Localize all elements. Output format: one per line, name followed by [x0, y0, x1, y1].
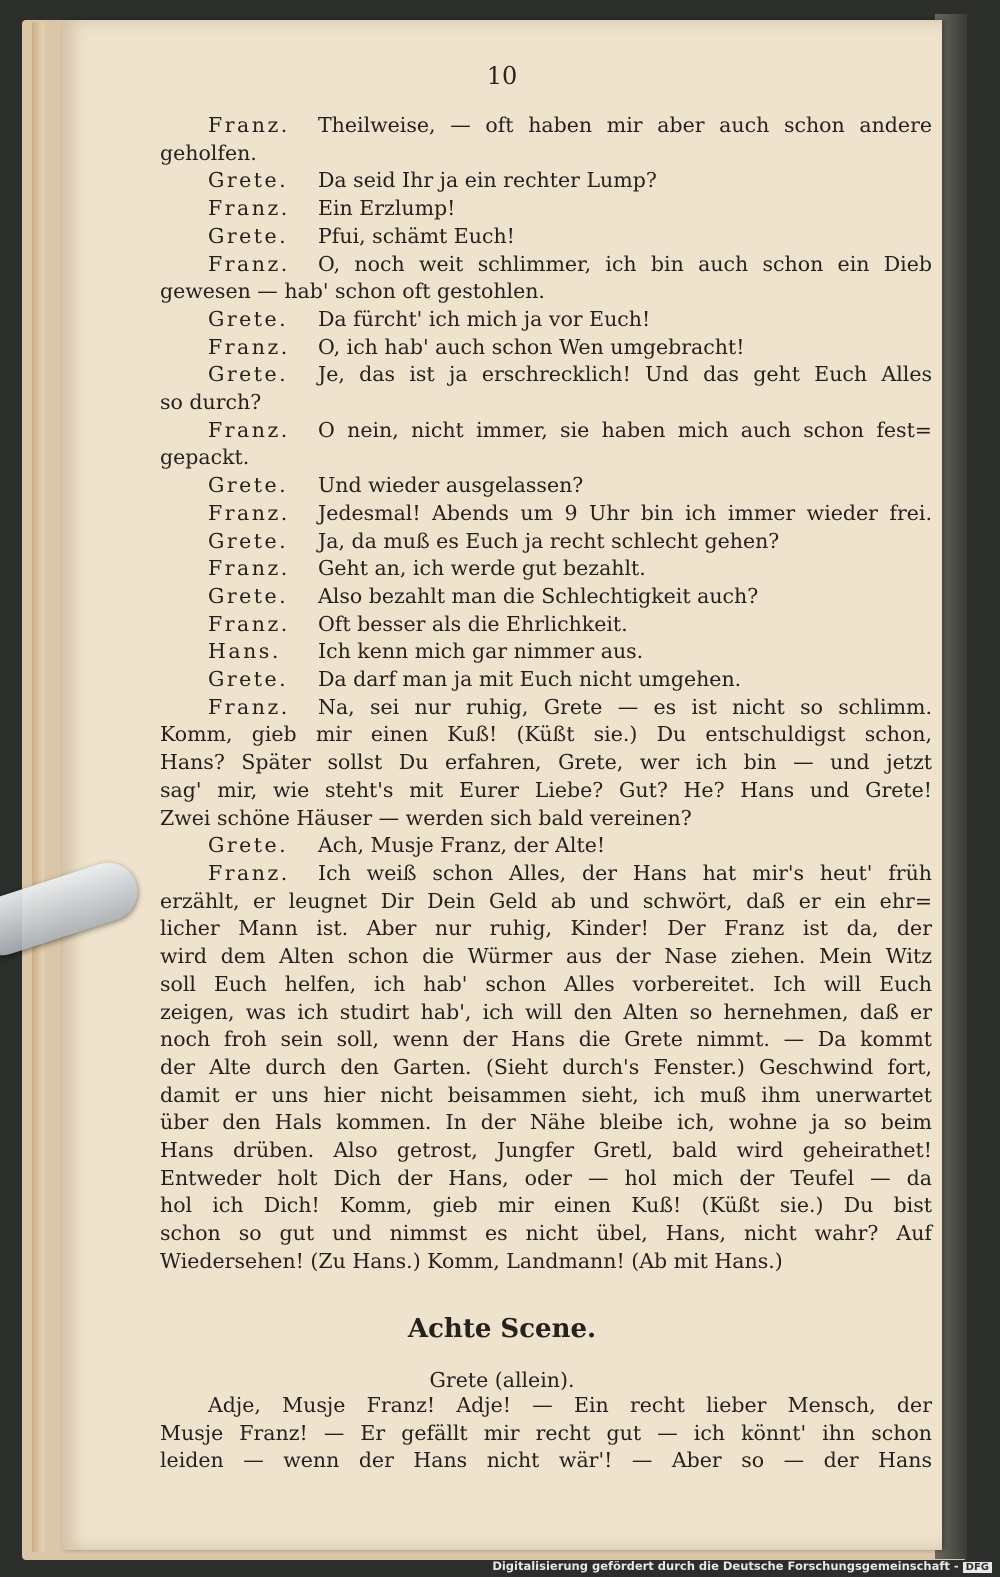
dialogue-block	[160, 112, 932, 1276]
speaker-label: Franz.	[208, 556, 290, 581]
line-text: Ich kenn mich gar nimmer aus.	[318, 639, 644, 664]
text-line	[160, 306, 932, 334]
text-line	[160, 694, 932, 722]
line-text: O, ich hab' auch schon Wen umgebracht!	[318, 334, 745, 359]
text-line	[160, 223, 932, 251]
line-text: gepackt.	[160, 445, 250, 470]
line-text: Da seid Ihr ja ein rechter Lump?	[318, 168, 657, 193]
speaker-label: Franz.	[208, 860, 290, 885]
text-line	[160, 1026, 932, 1054]
speaker-label: Grete.	[208, 583, 289, 608]
dfg-logo: DFG	[963, 1562, 992, 1573]
speaker-label: Franz.	[208, 334, 290, 359]
line-text: noch froh sein soll, wenn der Hans die Grete nimmt. — Da kommt	[160, 1027, 932, 1052]
speaker-label: Franz.	[208, 251, 290, 276]
line-text: sag' mir, wie steht's mit Eurer Liebe? Gut? He? Hans und Grete!	[160, 777, 932, 802]
line-text: Also bezahlt man die Schlechtigkeit auch?	[318, 583, 759, 608]
line-text: Geht an, ich werde gut bezahlt.	[318, 556, 646, 581]
speaker-label: Grete.	[208, 362, 289, 387]
text-line	[160, 611, 932, 639]
line-text: O nein, nicht immer, sie haben mich auch schon fest=	[318, 417, 932, 442]
line-text: so durch?	[160, 390, 262, 415]
text-line	[160, 888, 932, 916]
speaker-label: Franz.	[208, 611, 290, 636]
line-text: soll Euch helfen, ich hab' schon Alles vorbereitet. Ich will Euch	[160, 971, 932, 996]
line-text: Zwei schöne Häuser — werden sich bald vereinen?	[160, 805, 692, 830]
line-text: Hans drüben. Also getrost, Jungfer Gretl, bald wird geheirathet!	[160, 1138, 932, 1163]
text-line	[160, 278, 932, 306]
line-text: Pfui, schämt Euch!	[318, 223, 515, 248]
scene-heading: Achte Scene.	[407, 1314, 597, 1344]
text-line	[160, 1082, 932, 1110]
line-text: geholfen.	[160, 140, 257, 165]
text-line	[160, 167, 932, 195]
monologue-block	[160, 1392, 932, 1475]
text-line	[160, 555, 932, 583]
line-text: der Alte durch den Garten. (Sieht durch's Fenster.) Geschwind fort,	[160, 1054, 932, 1079]
text-line	[160, 1054, 932, 1082]
line-text: hol ich Dich! Komm, gieb mir einen Kuß! (Küßt sie.) Du bist	[160, 1193, 932, 1218]
speaker-label: Franz.	[208, 196, 290, 221]
text-line: leiden — wenn der Hans nicht wär'! — Aber so — der Hans	[160, 1448, 932, 1473]
text-line	[160, 915, 932, 943]
line-text: Entweder holt Dich der Hans, oder — hol mich der Teufel — da	[160, 1165, 932, 1190]
text-line	[160, 860, 932, 888]
text-line	[160, 528, 932, 556]
line-text: Komm, gieb mir einen Kuß! (Küßt sie.) Du entschuldigst schon,	[160, 722, 932, 747]
line-text: Und wieder ausgelassen?	[318, 473, 584, 498]
line-text: Hans? Später sollst Du erfahren, Grete, wer ich bin — und jetzt	[160, 750, 932, 775]
text-line	[160, 334, 932, 362]
speaker-label: Hans.	[208, 639, 281, 664]
speaker-label: Grete.	[208, 223, 289, 248]
text-line	[160, 1220, 932, 1248]
text-line	[160, 112, 932, 140]
line-text: damit er uns hier nicht beisammen sieht, ich muß ihm unerwartet	[160, 1082, 932, 1107]
footer-credit	[492, 1559, 992, 1573]
text-line	[160, 1248, 932, 1276]
text-line	[160, 251, 932, 279]
text-line: Musje Franz! — Er gefällt mir recht gut — ich könnt' ihn schon	[160, 1420, 932, 1445]
text-line	[160, 749, 932, 777]
speaker-label: Franz.	[208, 500, 290, 525]
text-line	[160, 417, 932, 445]
line-text: Wiedersehen! (Zu Hans.) Komm, Landmann! (Ab mit Hans.)	[160, 1248, 783, 1273]
speaker-label: Grete.	[208, 833, 289, 858]
text-line	[160, 1192, 932, 1220]
speaker-label: Grete.	[208, 306, 289, 331]
text-line	[160, 195, 932, 223]
speaker-label: Grete.	[208, 667, 289, 692]
line-text: Ja, da muß es Euch ja recht schlecht gehen?	[318, 528, 780, 553]
line-text: Oft besser als die Ehrlichkeit.	[318, 611, 628, 636]
scene-subheading: Grete (allein).	[429, 1368, 575, 1392]
text-line	[160, 943, 932, 971]
line-text: Je, das ist ja erschrecklich! Und das geht Euch Alles	[318, 362, 932, 387]
line-text: erzählt, er leugnet Dir Dein Geld ab und schwört, daß er ein ehr=	[160, 888, 932, 913]
text-line	[160, 500, 932, 528]
line-text: Ach, Musje Franz, der Alte!	[318, 833, 606, 858]
line-text: Theilweise, — oft haben mir aber auch schon andere	[318, 113, 932, 137]
speaker-label: Franz.	[208, 694, 290, 719]
text-line	[160, 472, 932, 500]
text-line	[160, 583, 932, 611]
text-line	[160, 805, 932, 833]
speaker-label: Grete.	[208, 528, 289, 553]
text-line	[160, 832, 932, 860]
text-line	[160, 1109, 932, 1137]
text-line	[160, 999, 932, 1027]
line-text: Da darf man ja mit Euch nicht umgehen.	[318, 667, 742, 692]
footer-text: Digitalisierung gefördert durch die Deutsche Forschungsgemeinschaft -	[492, 1559, 959, 1573]
text-line	[160, 444, 932, 472]
text-line	[160, 389, 932, 417]
text-line	[160, 638, 932, 666]
text-line	[160, 721, 932, 749]
text-line	[160, 1137, 932, 1165]
text-line	[160, 140, 932, 168]
page-number: 10	[486, 62, 518, 90]
line-text: wird dem Alten schon die Würmer aus der Nase ziehen. Mein Witz	[160, 944, 932, 969]
text-line	[160, 971, 932, 999]
text-line	[160, 1165, 932, 1193]
book-page	[62, 20, 942, 1550]
line-text: Na, sei nur ruhig, Grete — es ist nicht so schlimm.	[318, 694, 932, 719]
speaker-label: Grete.	[208, 168, 289, 193]
text-line	[160, 777, 932, 805]
speaker-label: Franz.	[208, 113, 290, 137]
speaker-label: Franz.	[208, 417, 290, 442]
line-text: Jedesmal! Abends um 9 Uhr bin ich immer wieder frei.	[318, 500, 932, 525]
line-text: schon so gut und nimmst es nicht übel, Hans, nicht wahr? Auf	[160, 1221, 932, 1246]
text-line: Adje, Musje Franz! Adje! — Ein recht lieber Mensch, der	[208, 1393, 932, 1417]
text-line	[160, 361, 932, 389]
line-text: O, noch weit schlimmer, ich bin auch schon ein Dieb	[318, 251, 932, 276]
page-edge-stack	[32, 22, 44, 1552]
line-text: gewesen — hab' schon oft gestohlen.	[160, 279, 545, 304]
line-text: Ich weiß schon Alles, der Hans hat mir's heut' früh	[318, 860, 932, 885]
line-text: Da fürcht' ich mich ja vor Euch!	[318, 306, 651, 331]
line-text: über den Hals kommen. In der Nähe bleibe ich, wohne ja so beim	[160, 1110, 932, 1135]
line-text: zeigen, was ich studirt hab', ich will den Alten so hernehmen, daß er	[160, 999, 932, 1024]
speaker-label: Grete.	[208, 473, 289, 498]
line-text: licher Mann ist. Aber nur ruhig, Kinder! Der Franz ist da, der	[160, 916, 932, 941]
line-text: Ein Erzlump!	[318, 196, 456, 221]
text-line	[160, 666, 932, 694]
